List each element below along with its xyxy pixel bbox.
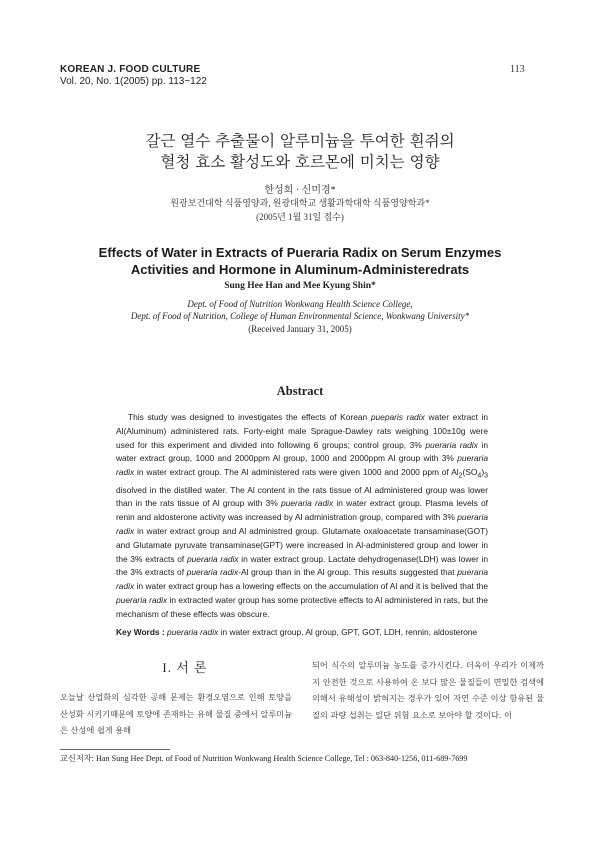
abstract-body <box>116 411 488 622</box>
volume-info: Vol. 20, No. 1(2005) pp. 113~122 <box>60 76 207 87</box>
keywords-label: Key Words : <box>116 627 168 637</box>
korean-received-date: (2005년 1월 31일 접수) <box>256 212 344 222</box>
abstract-text: (SO <box>462 467 478 478</box>
english-title-line-2: Activities and Hormone in Aluminum-Administeredrats <box>130 262 470 277</box>
abstract-italic-term: pueraria radix <box>186 553 239 564</box>
abstract-text: in water extract group, 1000 and 2000ppm Al group, 1000 and 2000ppm Al group with 3% <box>116 439 488 464</box>
introduction-heading: I. 서 론 <box>162 660 208 675</box>
keywords <box>116 627 496 637</box>
corresponding-author-footnote: 교신저자: Han Sung Hee Dept. of Food of Nutrition Wonkwang Health Science College, Tel : 063-840-1256, 011-689-7699 <box>60 754 468 763</box>
abstract-italic-term: pueraria radix <box>425 439 478 450</box>
korean-title-line-2: 혈청 효소 활성도와 호르몬에 미치는 영향 <box>160 153 440 171</box>
korean-title-line-1: 갈근 열수 추출물이 알루미늄을 투여한 흰쥐의 <box>145 132 455 150</box>
abstract-italic-term: pueraria radix <box>116 453 488 478</box>
abstract-heading: Abstract <box>276 384 324 398</box>
english-authors: Sung Hee Han and Mee Kyung Shin* <box>224 281 376 291</box>
intro-left-column <box>60 689 292 739</box>
abstract-paragraph <box>116 411 488 622</box>
abstract-text: in water extract group and Al administred group. Glutamate oxaloacetate transaminase(GOT) and Glutamate pyruvate transaminase(GPT) were increased in Al-administered group and lower in the 3% extracts of <box>116 526 488 564</box>
abstract-italic-term: pueraria radix <box>281 498 334 509</box>
journal-name: KOREAN J. FOOD CULTURE <box>60 64 201 75</box>
korean-authors: 한성희 · 신미경* <box>264 185 336 196</box>
abstract-italic-term: pueraria radix <box>116 512 488 537</box>
intro-paragraph-left: 오늘날 산업화의 심각한 공해 문제는 환경오염으로 인해 토양을 산성화 시키기때문에 토양에 존재하는 유해 물질 중에서 알루미늄은 산성에 쉽게 용해 <box>60 692 292 735</box>
footnote-divider <box>60 749 170 750</box>
abstract-text: This study was designed to investigates the effects of Korean <box>128 412 371 422</box>
abstract-text: -Al group than in the Al group. This results suggested that <box>238 567 458 578</box>
abstract-text: in extracted water group has some protective effects to Al administered in rats, but the mechanism of these effects was obscure. <box>116 595 488 619</box>
journal-header <box>60 64 207 88</box>
abstract-text: ) <box>481 467 485 478</box>
abstract-subscript: 2 <box>458 472 463 480</box>
english-received-date: (Received January 31, 2005) <box>248 324 352 334</box>
abstract-italic-term: puераris radix <box>370 412 425 422</box>
affiliation-line-2: Dept. of Food of Nutrition, College of Human Environmental Science, Wonkwang University* <box>130 311 470 321</box>
abstract-text: in water extract group has a lowering effects on the accumulation of Al and it is belived that the <box>134 581 488 592</box>
english-title <box>0 244 600 278</box>
korean-affiliation: 원광보건대학 식품영양과, 원광대학교 생활과학대학 식품영양학과* <box>170 198 430 208</box>
english-title-line-1: Effects of Water in Extracts of Pueraria Radix on Serum Enzymes <box>98 245 502 260</box>
abstract-text: in water extract group. The Al administered rats were given 1000 and 2000 ppm of Al <box>134 467 459 478</box>
abstract-italic-term: pueraria radix <box>116 567 488 592</box>
korean-title <box>0 131 600 173</box>
abstract-italic-term: pueraria radix <box>116 595 168 606</box>
abstract-subscript: 4 <box>477 472 482 480</box>
english-affiliation <box>0 298 600 322</box>
keyword-italic-term: pueraria radix <box>167 627 219 637</box>
abstract-subscript: 3 <box>484 472 488 480</box>
abstract-text: disolved in the distilled water. The Al content in the rats tissue of Al administered group was lower than in the rats tissue of Al group with 3% <box>116 484 488 509</box>
abstract-text: in water extract group. Plasma levels of renin and aldosterone activity was increased by Al administration group, compared with 3% <box>116 498 488 523</box>
keywords-list: in water extract group, Al group, GPT, GOT, LDH, rennin, aldosterone <box>218 627 478 637</box>
intro-right-column <box>312 657 544 723</box>
intro-paragraph-right: 되어 식수의 알루미늄 농도를 증가시킨다. 더욱이 우리가 이제까지 안전한 것으로 사용하여 온 보다 많은 물질들이 면밀한 검색에 의해서 유해성이 밝혀지는 경우가 있어 자연 수준 이상 함유된 물질의 과량 섭취는 일단 위험 요소로 보아야 할 것이다. 이 <box>312 660 544 720</box>
affiliation-line-1: Dept. of Food of Nutrition Wonkwang Health Science College, <box>187 299 413 309</box>
abstract-text: water extract in Al(Aluminum) administered rats. Forty-eight male Sprague-Dawley rats weighing 100±10g were used for this experiment and divided into following 6 groups; control group, 3% <box>116 412 488 450</box>
abstract-italic-term: pueraria radix <box>186 567 239 578</box>
page-number: 113 <box>510 64 525 75</box>
abstract-text: in water extract group. Lactate dehydrogenase(LDH) was lower in the 3% extracts of <box>116 553 488 578</box>
